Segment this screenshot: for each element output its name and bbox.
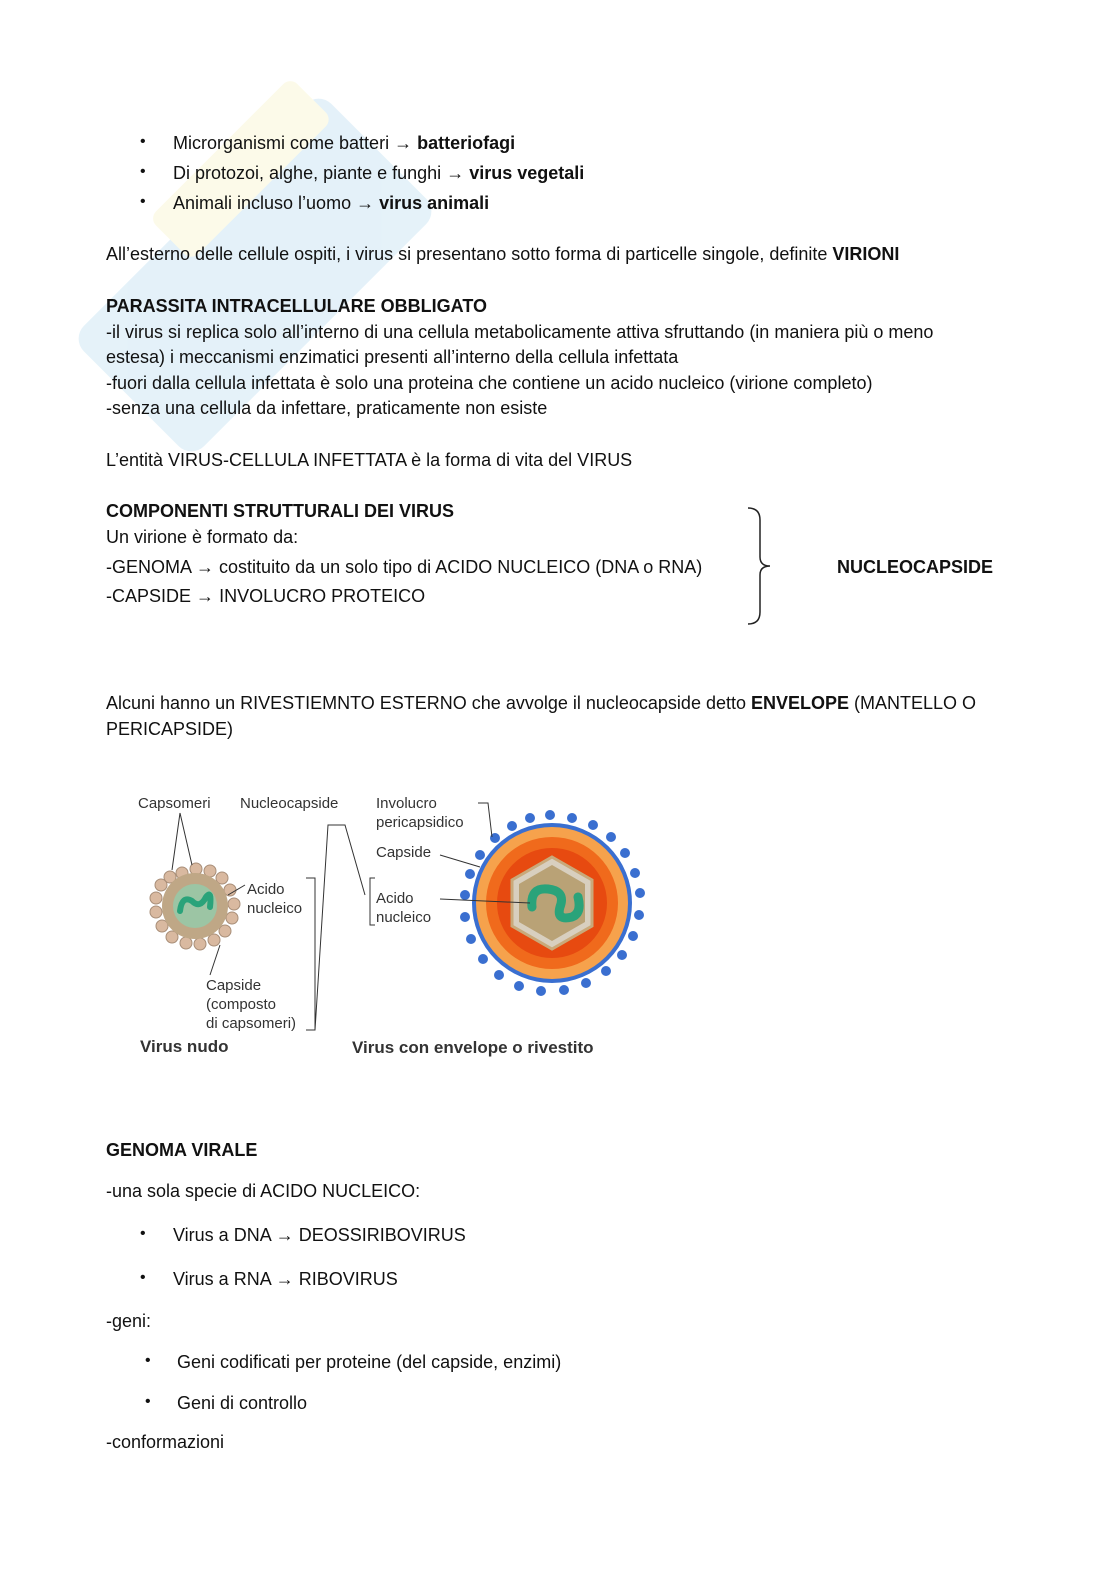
parassita-line: estesa) i meccanismi enzimatici presenti all’interno della cellula infettata	[106, 347, 679, 367]
geni-item: Geni codificati per proteine (del capside, enzimi)	[177, 1352, 562, 1372]
naked-virus-illustration	[150, 863, 240, 950]
componenti-heading: COMPONENTI STRUTTURALI DEI VIRUS	[106, 501, 455, 521]
label-capside-left: Capside	[206, 977, 262, 994]
enveloped-virus-illustration	[461, 811, 644, 995]
parassita-line: -senza una cellula da infettare, praticamente non esiste	[106, 398, 548, 418]
nucleocapside-label: NUCLEOCAPSIDE	[837, 557, 994, 577]
geni-item: Geni di controllo	[177, 1393, 308, 1413]
conformazioni-label: -conformazioni	[106, 1432, 225, 1452]
bullet-icon: •	[140, 133, 146, 150]
geni-label: -geni:	[106, 1311, 152, 1331]
genoma-rna-item: Virus a RNA → RIBOVIRUS	[173, 1269, 398, 1289]
componenti-intro: Un virione è formato da:	[106, 527, 299, 547]
parassita-line: -il virus si replica solo all’interno di una cellula metabolicamente attiva sfruttando (in maniera più o meno	[106, 322, 934, 342]
bullet-icon: •	[140, 193, 146, 210]
label-acido-right: Acido	[376, 890, 414, 907]
label-nucleico-right: nucleico	[376, 909, 432, 926]
envelope-paragraph-cont: PERICAPSIDE)	[106, 719, 234, 739]
bullet-icon: •	[145, 1352, 151, 1369]
entity-line: L’entità VIRUS-CELLULA INFETTATA è la forma di vita del VIRUS	[106, 450, 633, 470]
label-nucleocapside: Nucleocapside	[240, 795, 339, 812]
genoma-dna-item: Virus a DNA → DEOSSIRIBOVIRUS	[173, 1225, 466, 1245]
genoma-heading: GENOMA VIRALE	[106, 1140, 258, 1160]
label-composto: (composto	[206, 996, 277, 1013]
genoma-specie: -una sola specie di ACIDO NUCLEICO:	[106, 1181, 421, 1201]
label-acido-left: Acido	[247, 881, 285, 898]
label-virus-nudo: Virus nudo	[140, 1037, 229, 1056]
label-capsomeri: Capsomeri	[138, 795, 211, 812]
capside-line: -CAPSIDE → INVOLUCRO PROTEICO	[106, 586, 426, 606]
bullet-icon: •	[140, 1225, 146, 1242]
label-involucro: Involucro	[376, 795, 437, 812]
bullet-icon: •	[140, 1269, 146, 1286]
envelope-paragraph: Alcuni hanno un RIVESTIEMNTO ESTERNO che avvolge il nucleocapside detto ENVELOPE (MANTELLO O	[106, 693, 977, 713]
host-item-2: Di protozoi, alghe, piante e funghi → virus vegetali	[173, 163, 585, 183]
label-capside-right: Capside	[376, 844, 432, 861]
watermark-logo	[20, 40, 490, 510]
host-item-3: Animali incluso l’uomo → virus animali	[173, 193, 490, 213]
bullet-icon: •	[145, 1393, 151, 1410]
host-item-1: Microrganismi come batteri → batteriofagi	[173, 133, 516, 153]
label-pericapsidico: pericapsidico	[376, 814, 464, 831]
bullet-icon: •	[140, 163, 146, 180]
label-virus-envelope: Virus con envelope o rivestito	[352, 1038, 594, 1057]
curly-bracket-icon	[740, 505, 780, 627]
genoma-line: -GENOMA → costituito da un solo tipo di ACIDO NUCLEICO (DNA o RNA)	[106, 557, 703, 577]
virus-structure-diagram	[120, 785, 660, 1070]
parassita-heading: PARASSITA INTRACELLULARE OBBLIGATO	[106, 296, 487, 316]
virioni-paragraph: All’esterno delle cellule ospiti, i virus si presentano sotto forma di particelle singole, definite VIRIONI	[106, 244, 900, 264]
label-capsomeri-comp: di capsomeri)	[206, 1015, 297, 1032]
parassita-line: -fuori dalla cellula infettata è solo una proteina che contiene un acido nucleico (virione completo)	[106, 373, 873, 393]
label-nucleico-left: nucleico	[247, 900, 303, 917]
